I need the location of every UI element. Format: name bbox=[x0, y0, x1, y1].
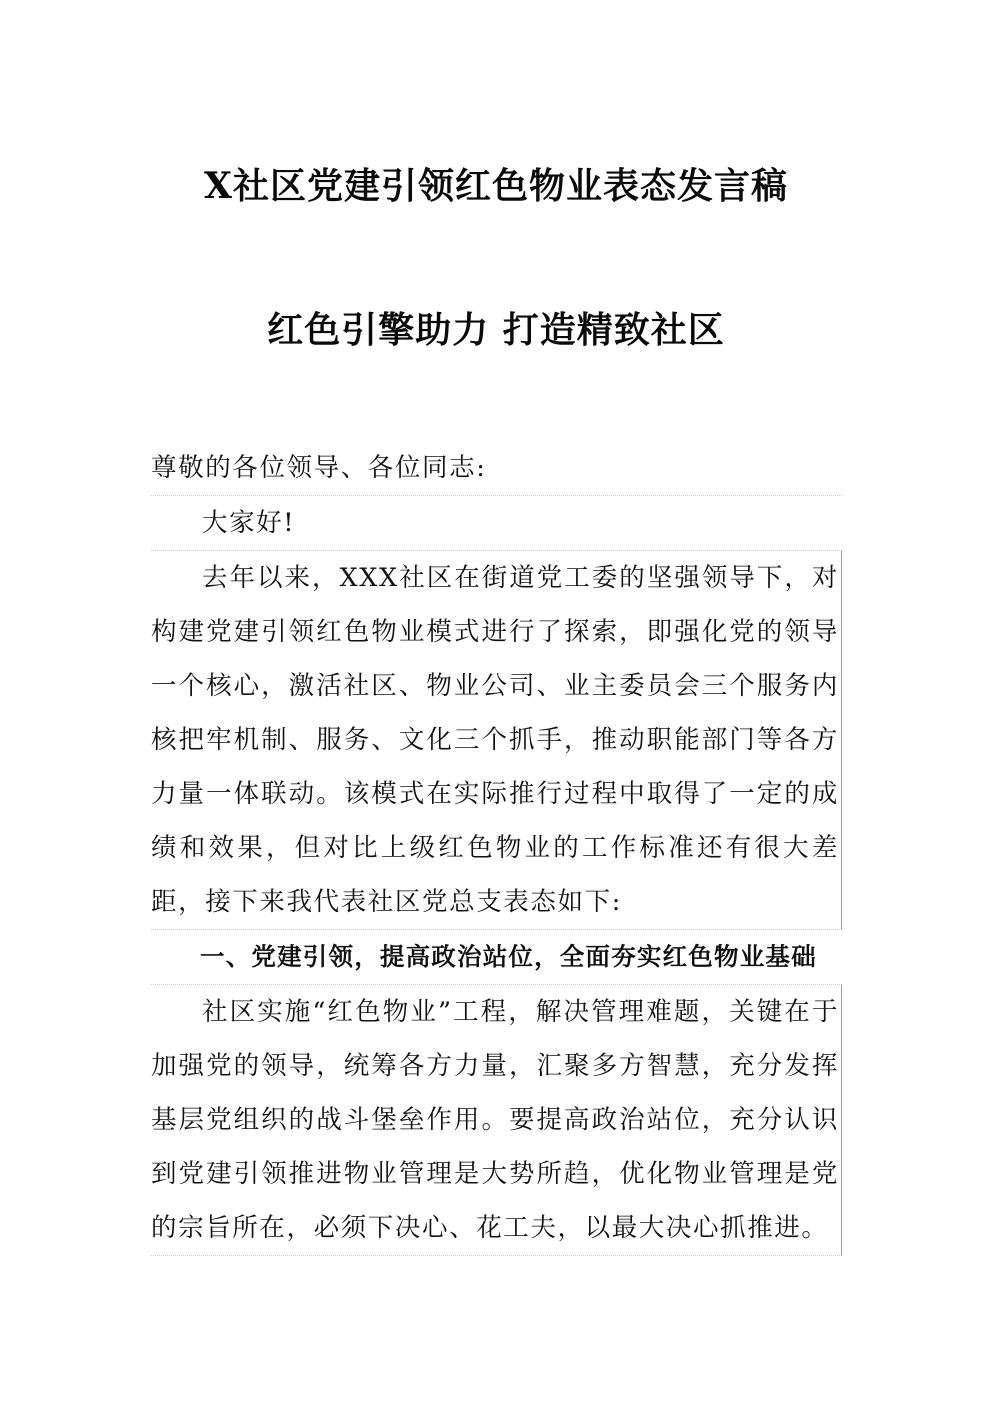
greeting: 大家好! bbox=[151, 496, 842, 551]
paragraph-intro: 去年以来，XXX社区在街道党工委的坚强领导下，对构建党建引领红色物业模式进行了探索，即强化党的领导一个核心，激活社区、物业公司、业主委员会三个服务内核把牢机制、服务、文化三个抓手，推动职能部门等各方力量一体联动。该模式在实际推行过程中取得了一定的成绩和效果，但对比上级红色物业的工作标准还有很大差距，接下来我代表社区党总支表态如下: bbox=[151, 551, 842, 930]
document-body bbox=[151, 441, 842, 1256]
document-title: X社区党建引领红色物业表态发言稿 bbox=[204, 165, 788, 207]
salutation: 尊敬的各位领导、各位同志: bbox=[151, 441, 842, 496]
document-subtitle: 红色引擎助力 打造精致社区 bbox=[267, 309, 725, 351]
paragraph-section-1: 社区实施“红色物业”工程，解决管理难题，关键在于加强党的领导，统筹各方力量，汇聚多方智慧，充分发挥基层党组织的战斗堡垒作用。要提高政治站位，充分认识到党建引领推进物业管理是大势所趋，优化物业管理是党的宗旨所在，必须下决心、花工夫，以最大决心抓推进。 bbox=[151, 985, 842, 1256]
section-heading-1: 一、党建引领，提高政治站位，全面夯实红色物业基础 bbox=[151, 930, 842, 985]
